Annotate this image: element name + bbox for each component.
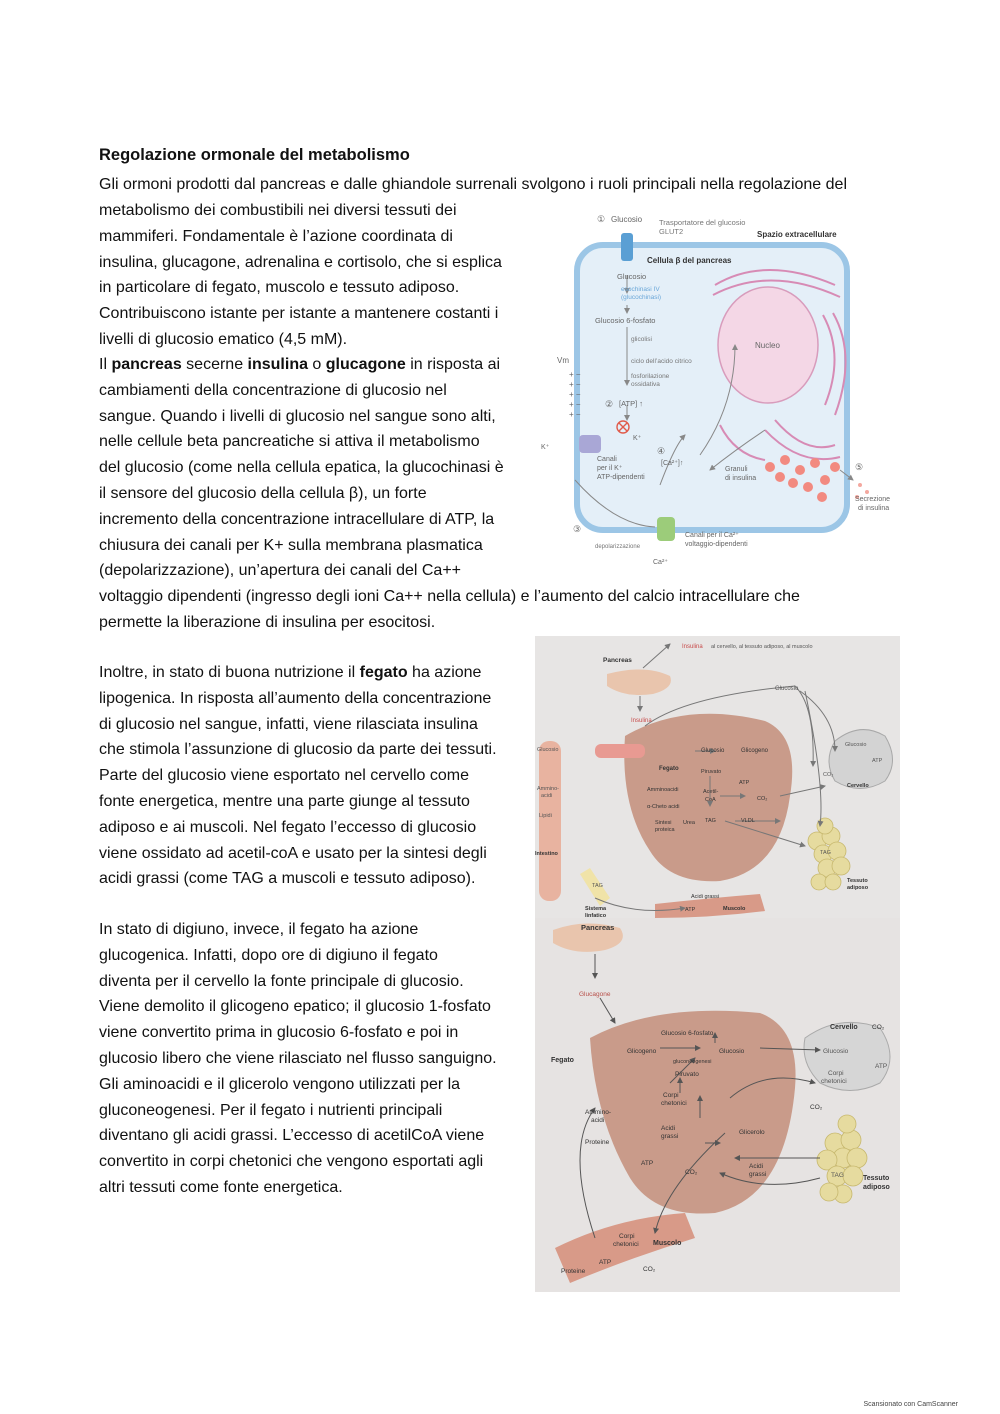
vm-label: Vm bbox=[557, 356, 569, 365]
co2-muscle-label: CO₂ bbox=[643, 1266, 656, 1273]
amino-acids-label-2: acidi bbox=[591, 1117, 605, 1124]
text-line: Viene demolito il glicogeno epatico; il glucosio 1-fosfato bbox=[99, 998, 491, 1016]
text-line: fonte energetica, mentre una parte giunge al tessuto bbox=[99, 792, 470, 810]
text-line: il sensore del glucosio della cellula β), un forte bbox=[99, 484, 427, 502]
paragraph-2-full-lines bbox=[99, 584, 899, 636]
paragraph-3 bbox=[99, 660, 524, 892]
tag-lymph-label: TAG bbox=[592, 883, 603, 889]
text-line: Contribuiscono istante per istante a mantenere costanti i bbox=[99, 305, 499, 323]
text-line: mammiferi. Fondamentale è l’azione coordinata di bbox=[99, 227, 453, 245]
tag-adipose-label: TAG bbox=[820, 850, 831, 856]
glucose-label: Glucosio bbox=[611, 215, 643, 224]
intestine-label: Intestino bbox=[535, 851, 558, 857]
text-run: Il bbox=[99, 356, 112, 373]
co2-brain-label: CO₂ bbox=[823, 772, 834, 778]
ca-channel-label-1: Canali per il Ca²⁺ bbox=[685, 532, 739, 539]
co2-liver-label: CO₂ bbox=[685, 1169, 698, 1176]
text-line: convertito in corpi chetonici che vengono esportati agli bbox=[99, 1153, 484, 1171]
brain-label: Cervello bbox=[830, 1024, 858, 1031]
pyruvate-label: Piruvato bbox=[701, 769, 722, 775]
krebs-label: ciclo dell’acido citrico bbox=[631, 358, 692, 365]
text-line: gluconeogenesi. Per il fegato i nutrienti principali bbox=[99, 1101, 443, 1119]
glucose-intestine-label: Glucosio bbox=[537, 747, 559, 753]
text-run: secerne bbox=[181, 356, 248, 373]
glucose-brain-label: Glucosio bbox=[845, 742, 867, 748]
text-line: viene convertito prima in glucosio 6-fosfato e poi in bbox=[99, 1024, 459, 1042]
atp-muscle-label: ATP bbox=[599, 1259, 612, 1266]
amino-intestine-label-2: acidi bbox=[541, 793, 553, 799]
ketone-muscle-label-1: Corpi bbox=[619, 1233, 635, 1240]
hexokinase-label: esochinasi IV bbox=[621, 286, 660, 293]
step-3-label: ③ bbox=[573, 524, 582, 534]
co2-liver-label: CO₂ bbox=[757, 796, 768, 802]
figure-fasting-state bbox=[535, 918, 900, 1292]
ketoacids-label: α-Cheto acidi bbox=[647, 804, 680, 810]
paragraph-1-full-line: Gli ormoni prodotti dal pancreas e dalle ghiandole surrenali svolgono i ruoli principali nella regolazione del bbox=[99, 176, 847, 193]
keyword-insulina: insulina bbox=[247, 356, 308, 373]
ketone-brain-label-2: chetonici bbox=[821, 1078, 847, 1085]
figure-fed-state bbox=[535, 636, 900, 918]
glycolysis-label: glicolisi bbox=[631, 336, 652, 343]
insulin-top-label: Insulina bbox=[682, 644, 703, 650]
glycogen-label: Glicogeno bbox=[627, 1048, 657, 1055]
pancreas-label: Pancreas bbox=[603, 657, 632, 664]
atp-liver-label: ATP bbox=[641, 1160, 654, 1167]
text-line: glucosio libero che viene rilasciato nel flusso sanguigno. bbox=[99, 1049, 497, 1067]
text-run: ha azione bbox=[407, 664, 482, 681]
ketone-bodies-label-2: chetonici bbox=[661, 1100, 687, 1107]
keyword-glucagone: glucagone bbox=[325, 356, 406, 373]
pyruvate-label: Piruvato bbox=[675, 1071, 699, 1078]
g6p-label: Glucosio 6-fosfato bbox=[595, 316, 656, 325]
k-out-label: K⁺ bbox=[541, 444, 550, 451]
text-line: che stimola l’assunzione di glucosio da parte dei tessuti. bbox=[99, 741, 497, 759]
text-line bbox=[99, 660, 524, 686]
text-line: cambiamenti della concentrazione di glucosio nel bbox=[99, 381, 447, 399]
scanner-watermark: Scansionato con CamScanner bbox=[863, 1401, 958, 1408]
text-line: diventano gli acidi grassi. L’eccesso di acetilCoA viene bbox=[99, 1127, 485, 1145]
adipose-label-1: Tessuto bbox=[847, 878, 868, 884]
glucose-liver-label: Glucosio bbox=[719, 1048, 745, 1055]
atp-label: [ATP] ↑ bbox=[619, 399, 644, 408]
adipose-label-2: adiposo bbox=[847, 885, 869, 891]
glut2-label: GLUT2 bbox=[659, 227, 684, 236]
keyword-fegato: fegato bbox=[359, 664, 408, 681]
secretion-label-2: di insulina bbox=[858, 505, 890, 512]
fatty-acids-ext-label-1: Acidi bbox=[749, 1163, 764, 1170]
glycogen-label: Glicogeno bbox=[741, 748, 769, 754]
vldl-label: VLDL bbox=[741, 818, 755, 824]
svg-text:+ −: + − bbox=[569, 390, 581, 399]
svg-text:+ −: + − bbox=[569, 370, 581, 379]
k-channel-label-1: Canali bbox=[597, 456, 617, 463]
svg-text:+ −: + − bbox=[569, 410, 581, 419]
text-line: di glucosio nel sangue, infatti, viene rilasciata insulina bbox=[99, 715, 478, 733]
depolarization-label: depolarizzazione bbox=[595, 544, 641, 550]
text-line: in particolare di fegato, muscolo e tessuto adiposo. bbox=[99, 279, 460, 297]
lymphatic-label-2: linfatico bbox=[585, 913, 607, 918]
ketone-brain-label-1: Corpi bbox=[828, 1070, 844, 1077]
step-1-label: ① bbox=[597, 214, 606, 224]
oxphos-label-2: ossidativa bbox=[631, 381, 660, 388]
fatty-acids-liver-label-2: grassi bbox=[661, 1133, 679, 1140]
ca-channel bbox=[657, 517, 675, 541]
text-line: Gli aminoacidi e il glicerolo vengono utilizzati per la bbox=[99, 1075, 461, 1093]
tag-adipose-label: TAG bbox=[831, 1172, 844, 1179]
text-line: permette la liberazione di insulina per esocitosi. bbox=[99, 613, 436, 631]
oxphos-label-1: fosforilazione bbox=[631, 373, 670, 380]
keyword-pancreas: pancreas bbox=[111, 356, 182, 373]
glut2-transporter bbox=[621, 233, 633, 261]
ketone-bodies-label-1: Corpi bbox=[663, 1092, 679, 1099]
step-4-label: ④ bbox=[657, 446, 666, 456]
atp-brain-label: ATP bbox=[872, 758, 883, 764]
glucose-brain-label: Glucosio bbox=[823, 1048, 849, 1055]
brain-shape bbox=[829, 730, 893, 789]
coa-label: CoA bbox=[705, 797, 716, 803]
muscle-label: Muscolo bbox=[653, 1240, 682, 1247]
transporter-label: Trasportatore del glucosio bbox=[659, 218, 746, 227]
glycerol-label: Glicerolo bbox=[739, 1129, 765, 1136]
text-run: Inoltre, in stato di buona nutrizione il bbox=[99, 664, 360, 681]
amino-acids-label: Amminoacidi bbox=[647, 787, 679, 793]
text-line: livelli di glucosio ematico (4,5 mM). bbox=[99, 330, 348, 348]
svg-text:+ −: + − bbox=[569, 400, 581, 409]
text-line: del glucosio (come nella cellula epatica, la glucochinasi è bbox=[99, 459, 504, 477]
cell-title: Cellula β del pancreas bbox=[647, 256, 732, 265]
extracellular-label: Spazio extracellulare bbox=[757, 230, 837, 239]
muscle-label: Muscolo bbox=[723, 906, 746, 912]
intestine-shape bbox=[539, 741, 561, 901]
co2-top-label: CO₂ bbox=[872, 1024, 885, 1031]
brain-label: Cervello bbox=[847, 783, 869, 789]
text-run: in risposta ai bbox=[405, 356, 501, 373]
text-line: adiposo e ai muscoli. Nel fegato l’eccesso di glucosio bbox=[99, 818, 477, 836]
text-line: sangue. Quando i livelli di glucosio nel sangue sono alti, bbox=[99, 407, 496, 425]
text-line: voltaggio dipendenti (ingresso degli ioni Ca++ nella cellula) e l’aumento del calcio intracellulare che bbox=[99, 588, 800, 605]
glucose-inside-label: Glucosio bbox=[617, 272, 647, 281]
adipose-label-2: adiposo bbox=[863, 1184, 890, 1191]
amino-acids-label-1: Ammino- bbox=[585, 1109, 612, 1116]
k-channel-label-2: per il K⁺ bbox=[597, 465, 623, 472]
svg-text:+ −: + − bbox=[569, 380, 581, 389]
lipids-label: Lipidi bbox=[539, 813, 552, 819]
secretion-label-1: Secrezione bbox=[855, 496, 891, 503]
paragraph-1 bbox=[99, 198, 524, 353]
paragraph-4 bbox=[99, 917, 524, 1201]
step-2-label: ② bbox=[605, 399, 614, 409]
liver-label: Fegato bbox=[551, 1057, 574, 1064]
text-line: chiusura dei canali per K+ sulla membrana plasmatica bbox=[99, 536, 483, 554]
proteins-liver-label: Proteine bbox=[585, 1139, 610, 1146]
glucokinase-label: (glucochinasi) bbox=[621, 294, 662, 301]
atp-muscle-label: ATP bbox=[685, 907, 696, 913]
paragraph-2 bbox=[99, 352, 524, 584]
glucose-liver-label: Glucosio bbox=[701, 748, 725, 754]
portal-vessel bbox=[595, 744, 645, 758]
fatty-acids-ext-label-2: grassi bbox=[749, 1171, 767, 1178]
liver-label: Fegato bbox=[659, 766, 679, 772]
nucleus-label: Nucleo bbox=[755, 341, 780, 350]
text-line: acidi grassi (come TAG a muscoli e tessuto adiposo). bbox=[99, 870, 476, 888]
acetyl-label: Acetil- bbox=[703, 789, 719, 795]
granules-label-2: di insulina bbox=[725, 475, 757, 482]
gluconeogenesis-label: gluconeogenesi bbox=[673, 1059, 712, 1065]
section-title: Regolazione ormonale del metabolismo bbox=[99, 146, 410, 164]
figure-beta-cell bbox=[535, 205, 905, 570]
text-run: o bbox=[307, 356, 326, 373]
ca-out-label: Ca²⁺ bbox=[653, 559, 668, 566]
text-line: metabolismo dei combustibili nei diversi tessuti dei bbox=[99, 202, 457, 219]
text-line: Parte del glucosio viene esportato nel cervello come bbox=[99, 767, 469, 785]
text-line bbox=[99, 352, 524, 378]
text-line: insulina, glucagone, adrenalina e cortisolo, che si esplica bbox=[99, 253, 502, 271]
text-line: glucogenica. Infatti, dopo ore di digiuno il fegato bbox=[99, 946, 438, 964]
text-line: incremento della concentrazione intracellulare di ATP, la bbox=[99, 510, 495, 528]
glucagon-label: Glucagone bbox=[579, 991, 611, 998]
co2-brain-label: CO₂ bbox=[810, 1104, 823, 1111]
text-line: nelle cellule beta pancreatiche si attiva il metabolismo bbox=[99, 433, 480, 451]
text-line: (depolarizzazione), un’apertura dei canali del Ca++ bbox=[99, 562, 461, 580]
protein-synthesis-label-2: proteica bbox=[655, 827, 675, 833]
granules-label-1: Granuli bbox=[725, 466, 748, 473]
text-line: diventa per il cervello la fonte principale di glucosio. bbox=[99, 972, 464, 990]
proteins-muscle-label: Proteine bbox=[561, 1268, 586, 1275]
insulin-label: Insulina bbox=[631, 718, 652, 724]
insulin-targets-label: al cervello, al tessuto adiposo, al muscolo bbox=[711, 644, 813, 650]
text-line: altri tessuti come fonte energetica. bbox=[99, 1178, 343, 1196]
k-in-label: K⁺ bbox=[633, 435, 642, 442]
protein-synthesis-label-1: Sintesi bbox=[655, 820, 672, 826]
membrane-charges bbox=[569, 370, 581, 419]
pancreas-label: Pancreas bbox=[581, 923, 615, 932]
k-channel bbox=[579, 435, 601, 453]
text-line: lipogenica. In risposta all’aumento della concentrazione bbox=[99, 689, 492, 707]
atp-liver-label: ATP bbox=[739, 780, 750, 786]
fatty-acids-label: Acidi grassi bbox=[691, 894, 720, 900]
text-line: viene ossidato ad acetil-coA e usato per la sintesi degli bbox=[99, 844, 487, 862]
urea-label: Urea bbox=[683, 820, 695, 826]
atp-brain-label: ATP bbox=[875, 1063, 888, 1070]
glucose-flow-label: Glucosio bbox=[775, 686, 799, 692]
step-5-label: ⑤ bbox=[855, 462, 864, 472]
tag-liver-label: TAG bbox=[705, 818, 716, 824]
adipose-label-1: Tessuto bbox=[863, 1175, 890, 1182]
calcium-conc-label: [Ca²⁺]↑ bbox=[661, 460, 684, 467]
g6p-label: Glucosio 6-fosfato bbox=[661, 1030, 714, 1037]
brain-shape bbox=[804, 1022, 890, 1090]
ketone-muscle-label-2: chetonici bbox=[613, 1241, 639, 1248]
fatty-acids-liver-label-1: Acidi bbox=[661, 1125, 676, 1132]
k-channel-label-3: ATP-dipendenti bbox=[597, 474, 645, 481]
lymphatic-label-1: Sistema bbox=[585, 906, 607, 912]
ca-channel-label-2: voltaggio-dipendenti bbox=[685, 541, 748, 548]
amino-intestine-label-1: Ammino- bbox=[537, 786, 560, 792]
text-line: In stato di digiuno, invece, il fegato ha azione bbox=[99, 921, 419, 938]
